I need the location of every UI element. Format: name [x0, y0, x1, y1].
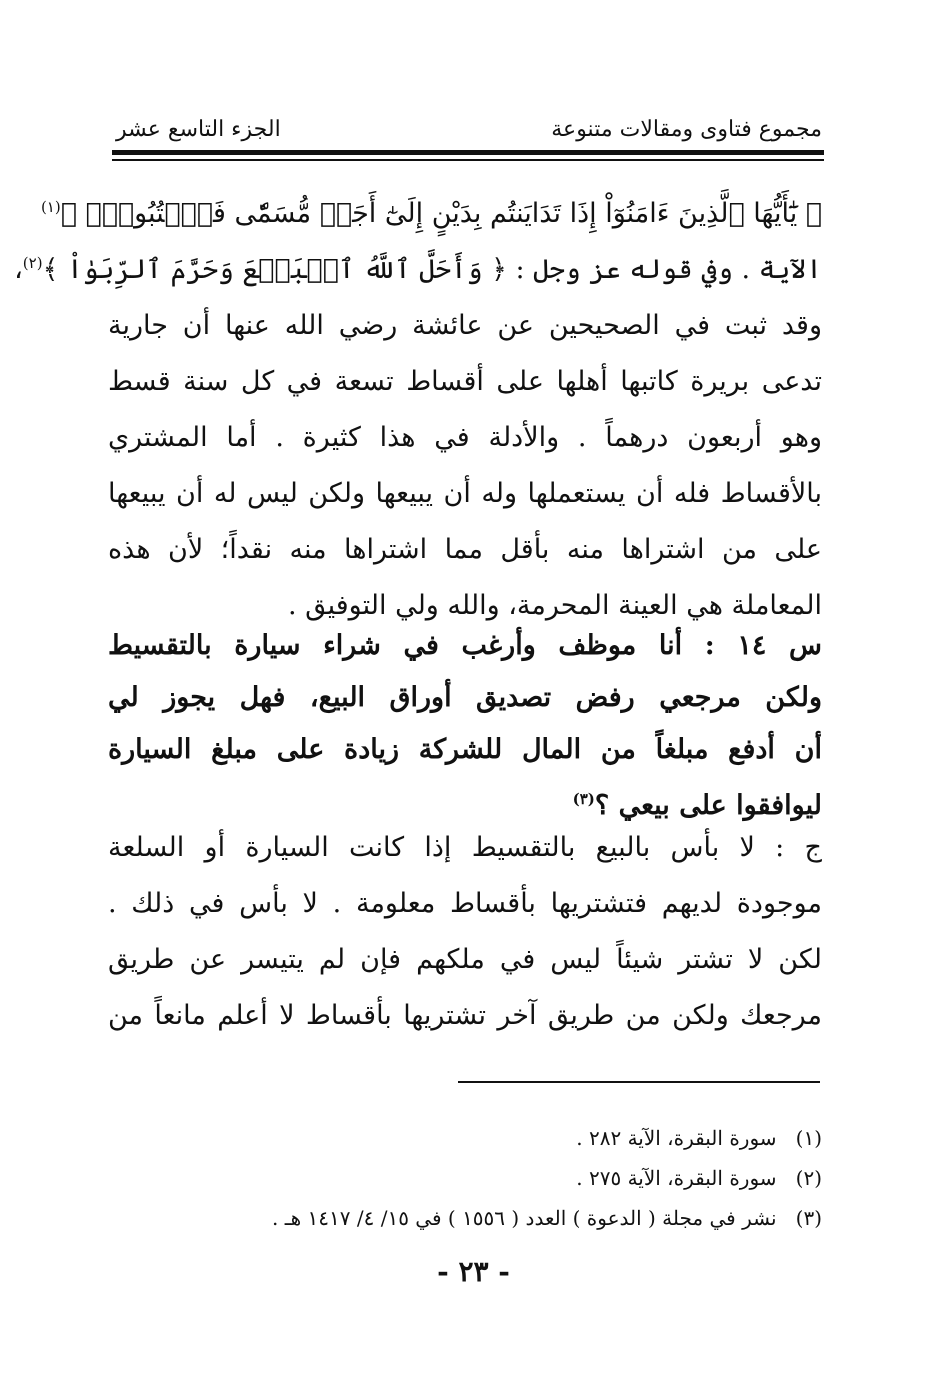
body-line-4: تدعى بريرة كاتبها أهلها على أقساط تسعة في كل سنة قسط — [108, 366, 822, 397]
answer-line-1: ج : لا بأس بالبيع بالتقسيط إذا كانت السيارة أو السلعة — [108, 832, 822, 863]
volume-label: الجزء التاسع عشر — [116, 117, 281, 142]
question-line-1: س ١٤ : أنا موظف وأرغب في شراء سيارة بالتقسيط — [108, 630, 822, 661]
header-rule-thick — [112, 150, 824, 155]
quran-verse-1: ﴿ يَٰٓأَيُّهَا ٱلَّذِينَ ءَامَنُوٓاْ إِذَا تَدَايَنتُم بِدَيْنٍ إِلَىٰٓ أَجَلٖ مُّسَمّٗى فَٱكۡتُبُوهُۚ ﴾ — [60, 198, 822, 229]
footnote-1 — [576, 1118, 822, 1158]
footnote-number: (٣) — [795, 1206, 822, 1230]
question-line-2: ولكن مرجعي رفض تصديق أوراق البيع، فهل يجوز لي — [108, 682, 822, 713]
answer-block — [108, 820, 822, 1044]
answer-line-3: لكن لا تشتر شيئاً ليس في ملكهم فإن لم يتيسر عن طريق — [108, 944, 822, 975]
body-line-8: المعاملة هي العينة المحرمة، والله ولي التوفيق . — [287, 590, 822, 621]
footnote-text: سورة البقرة، الآية ٢٨٢ . — [576, 1126, 777, 1150]
footnote-ref-1: (١) — [40, 198, 61, 216]
footnote-number: (٢) — [795, 1166, 822, 1190]
footnote-separator — [458, 1081, 820, 1083]
footnote-number: (١) — [795, 1126, 822, 1150]
page-number: - ٢٣ - — [437, 1255, 510, 1288]
answer-line-2: موجودة لديهم فتشتريها بأقساط معلومة . لا بأس في ذلك . — [108, 888, 822, 919]
running-header — [108, 112, 822, 148]
answer-line-4: مرجعك ولكن من طريق آخر تشتريها بأقساط لا أعلم مانعاً من — [108, 1000, 822, 1031]
footnote-3 — [272, 1198, 822, 1238]
body-line-6: بالأقساط فله أن يستعملها وله أن يبيعها ولكن ليس له أن يبيعها — [108, 478, 822, 509]
header-rule-thin — [112, 159, 824, 161]
body-text — [14, 186, 822, 621]
body-line-5: وهو أربعون درهماً . والأدلة في هذا كثيرة . أما المشتري — [108, 422, 822, 453]
quran-verse-2: الآية . وفي قوله عز وجل : ﴿ وَأَحَلَّ ٱللَّهُ ٱلۡبَيۡعَ وَحَرَّمَ ٱلرِّبَوٰاْ ﴾ — [42, 254, 822, 285]
question-line-3: أن أدفع مبلغاً من المال للشركة زيادة على مبلغ السيارة — [108, 734, 822, 765]
punctuation: ، — [14, 254, 23, 285]
question-block — [108, 618, 822, 842]
footnote-2 — [576, 1158, 822, 1198]
question-line-4-text: ليوافقوا على بيعي ؟ — [594, 790, 822, 821]
book-title: مجموع فتاوى ومقالات متنوعة — [551, 117, 822, 142]
footnote-ref-3: (٣) — [572, 790, 595, 808]
body-line-3: وقد ثبت في الصحيحين عن عائشة رضي الله عنها أن جارية — [108, 310, 822, 341]
body-line-2 — [14, 242, 822, 298]
body-line-1 — [40, 186, 822, 242]
footnote-text: سورة البقرة، الآية ٢٧٥ . — [576, 1166, 777, 1190]
body-line-7: على من اشتراها منه بأقل مما اشتراها منه نقداً؛ لأن هذه — [108, 534, 822, 565]
footnote-text: نشر في مجلة ( الدعوة ) العدد ( ١٥٥٦ ) في ١٥/ ٤/ ١٤١٧ هـ . — [272, 1206, 777, 1230]
footnote-ref-2: (٢) — [22, 254, 43, 272]
